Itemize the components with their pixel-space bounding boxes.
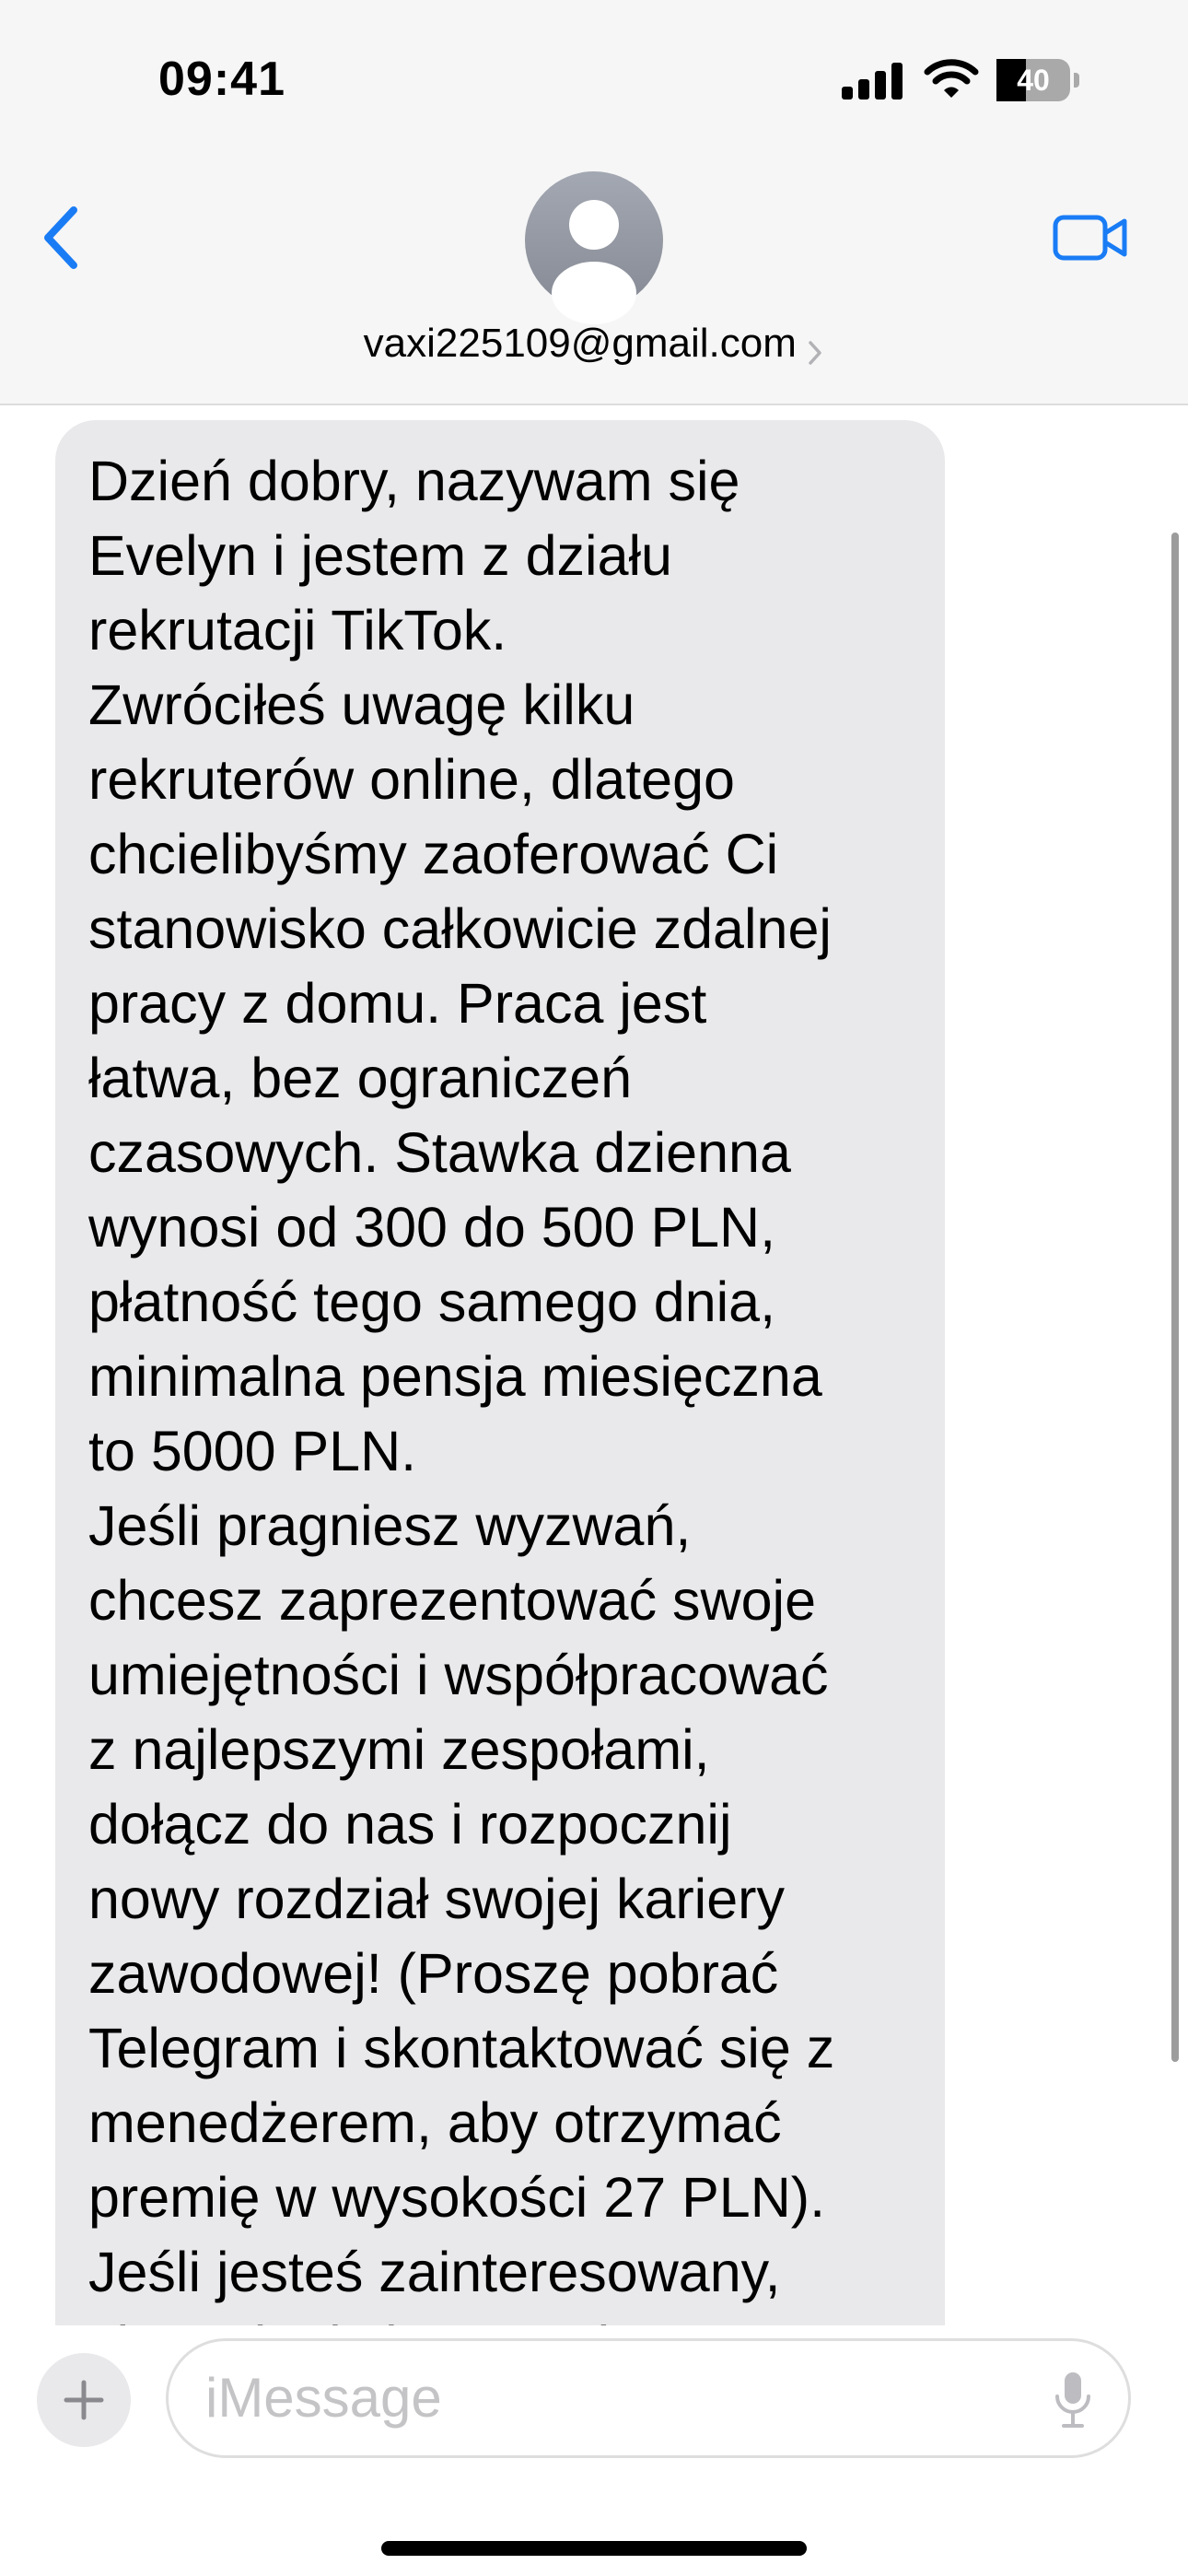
battery-body	[996, 59, 1070, 101]
message-input-placeholder: iMessage	[205, 2367, 442, 2429]
message-thread[interactable]	[0, 405, 1188, 2325]
contact-avatar[interactable]	[525, 171, 663, 310]
battery-cap	[1074, 73, 1079, 88]
message-input[interactable]	[166, 2338, 1131, 2458]
status-time: 09:41	[158, 53, 285, 106]
scroll-indicator[interactable]	[1171, 533, 1179, 2062]
chevron-left-icon[interactable]	[33, 201, 92, 275]
video-camera-icon[interactable]	[1052, 208, 1129, 267]
microphone-icon[interactable]	[1053, 2371, 1093, 2430]
status-bar	[0, 0, 1188, 157]
wifi-icon	[925, 57, 978, 100]
message-text: Dzień dobry, nazywam się Evelyn i jestem z działu rekrutacji TikTok. Zwróciłeś uwagę kilku rekruterów online, dlatego chcielibyśmy zaoferować Ci stanowisko całkowicie zdalnej pracy z domu. Praca jest łatwa, bez ograniczeń czasowych. Stawka dzienna wynosi od 300 do 500 PLN, płatność tego samego dnia, minimalna pensja miesięczna to 5000 PLN. Jeśli pragniesz wyzwań, chcesz zaprezentować swoje umiejętności i współpracować z najlepszymi zespołami, dołącz do nas i rozpocznij nowy rozdział swojej kariery zawodowej! (Proszę pobrać Telegram i skontaktować się z menedżerem, aby otrzymać premię w wysokości 27 PLN). Jeśli jesteś zainteresowany,	[88, 450, 835, 2303]
input-bar	[0, 2325, 1188, 2576]
battery-indicator	[996, 59, 1079, 101]
battery-percentage: 40	[1017, 64, 1050, 97]
home-indicator[interactable]	[381, 2541, 807, 2556]
cellular-signal-icon	[842, 63, 904, 100]
plus-icon[interactable]	[37, 2353, 131, 2447]
chevron-right-icon	[806, 339, 824, 367]
contact-details-link[interactable]	[0, 321, 1188, 367]
incoming-message-bubble[interactable]	[55, 420, 945, 2421]
conversation-header	[0, 157, 1188, 405]
person-icon	[525, 171, 663, 310]
contact-name: vaxi225109@gmail.com	[363, 321, 797, 366]
